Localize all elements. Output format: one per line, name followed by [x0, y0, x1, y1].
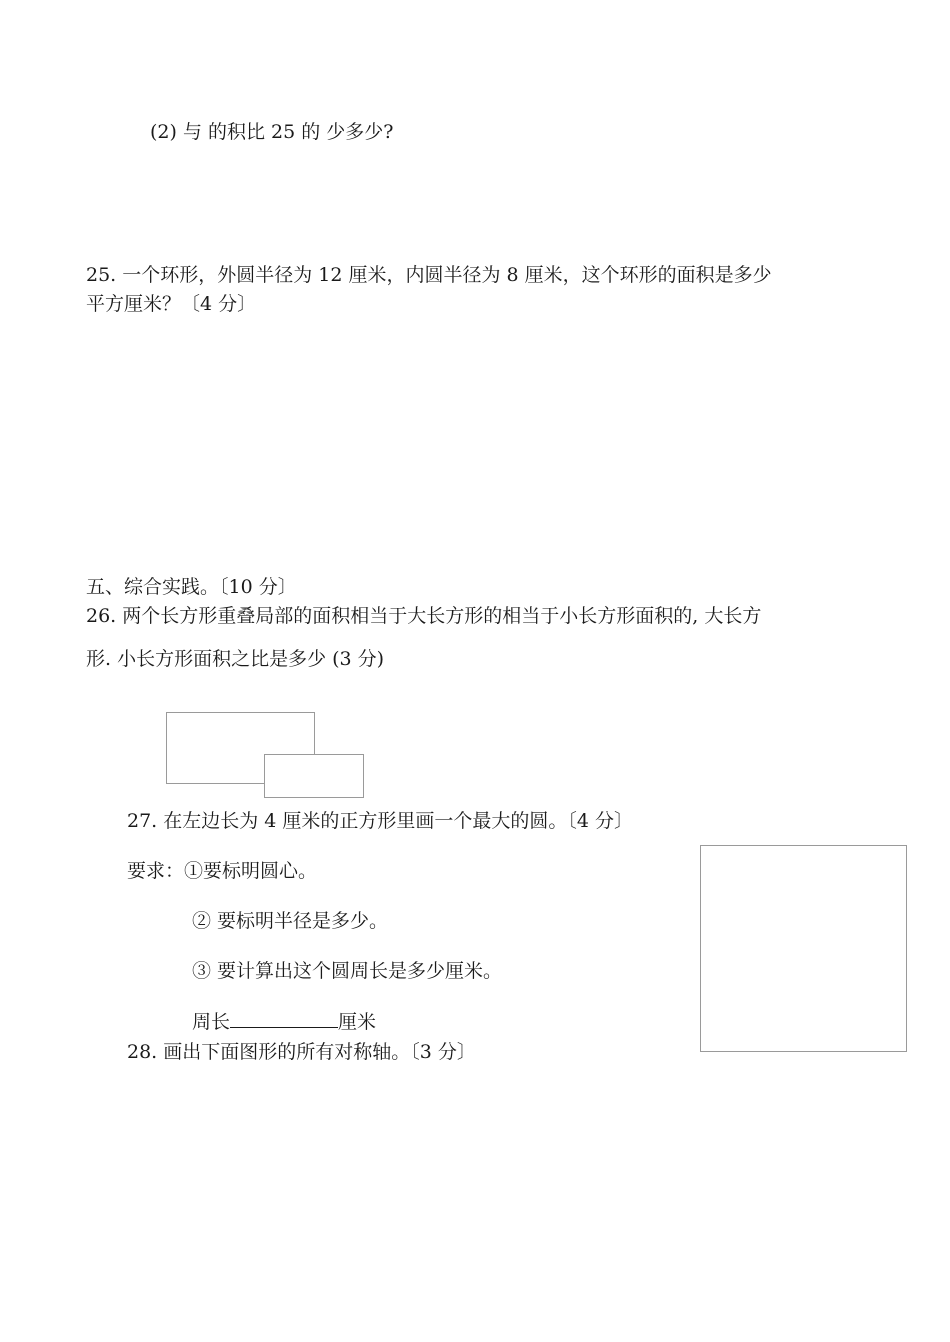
question-27-requirement-1: 要求：①要标明圆心。 [127, 860, 318, 882]
question-27-requirement-2: ② 要标明半径是多少。 [192, 910, 389, 932]
question-25-line-2: 平方厘米？〔4 分〕 [86, 293, 257, 315]
perimeter-unit: 厘米 [338, 1011, 377, 1033]
section-5-title: 五、综合实践。〔10 分〕 [86, 576, 297, 598]
question-25-line-1: 25. 一个环形，外圆半径为 12 厘米，内圆半径为 8 厘米，这个环形的面积是多少 [86, 264, 772, 286]
question-27-requirement-3: ③ 要计算出这个圆周长是多少厘米。 [192, 960, 503, 982]
perimeter-label: 周长 [192, 1011, 231, 1033]
perimeter-answer-line [192, 1009, 376, 1034]
perimeter-answer-blank[interactable] [230, 1009, 338, 1028]
question-28: 28. 画出下面图形的所有对称轴。〔3 分〕 [127, 1041, 476, 1063]
question-24-part-2: (2) 与 的积比 25 的 少多少? [150, 121, 394, 143]
square-drawing-area[interactable] [700, 845, 907, 1052]
small-rectangle-figure [264, 754, 364, 798]
question-26-line-1: 26. 两个长方形重叠局部的面积相当于大长方形的相当于小长方形面积的, 大长方 [86, 605, 762, 627]
question-26-line-2: 形. 小长方形面积之比是多少 (3 分) [86, 648, 385, 670]
question-27-title: 27. 在左边长为 4 厘米的正方形里画一个最大的圆。〔4 分〕 [127, 810, 634, 832]
